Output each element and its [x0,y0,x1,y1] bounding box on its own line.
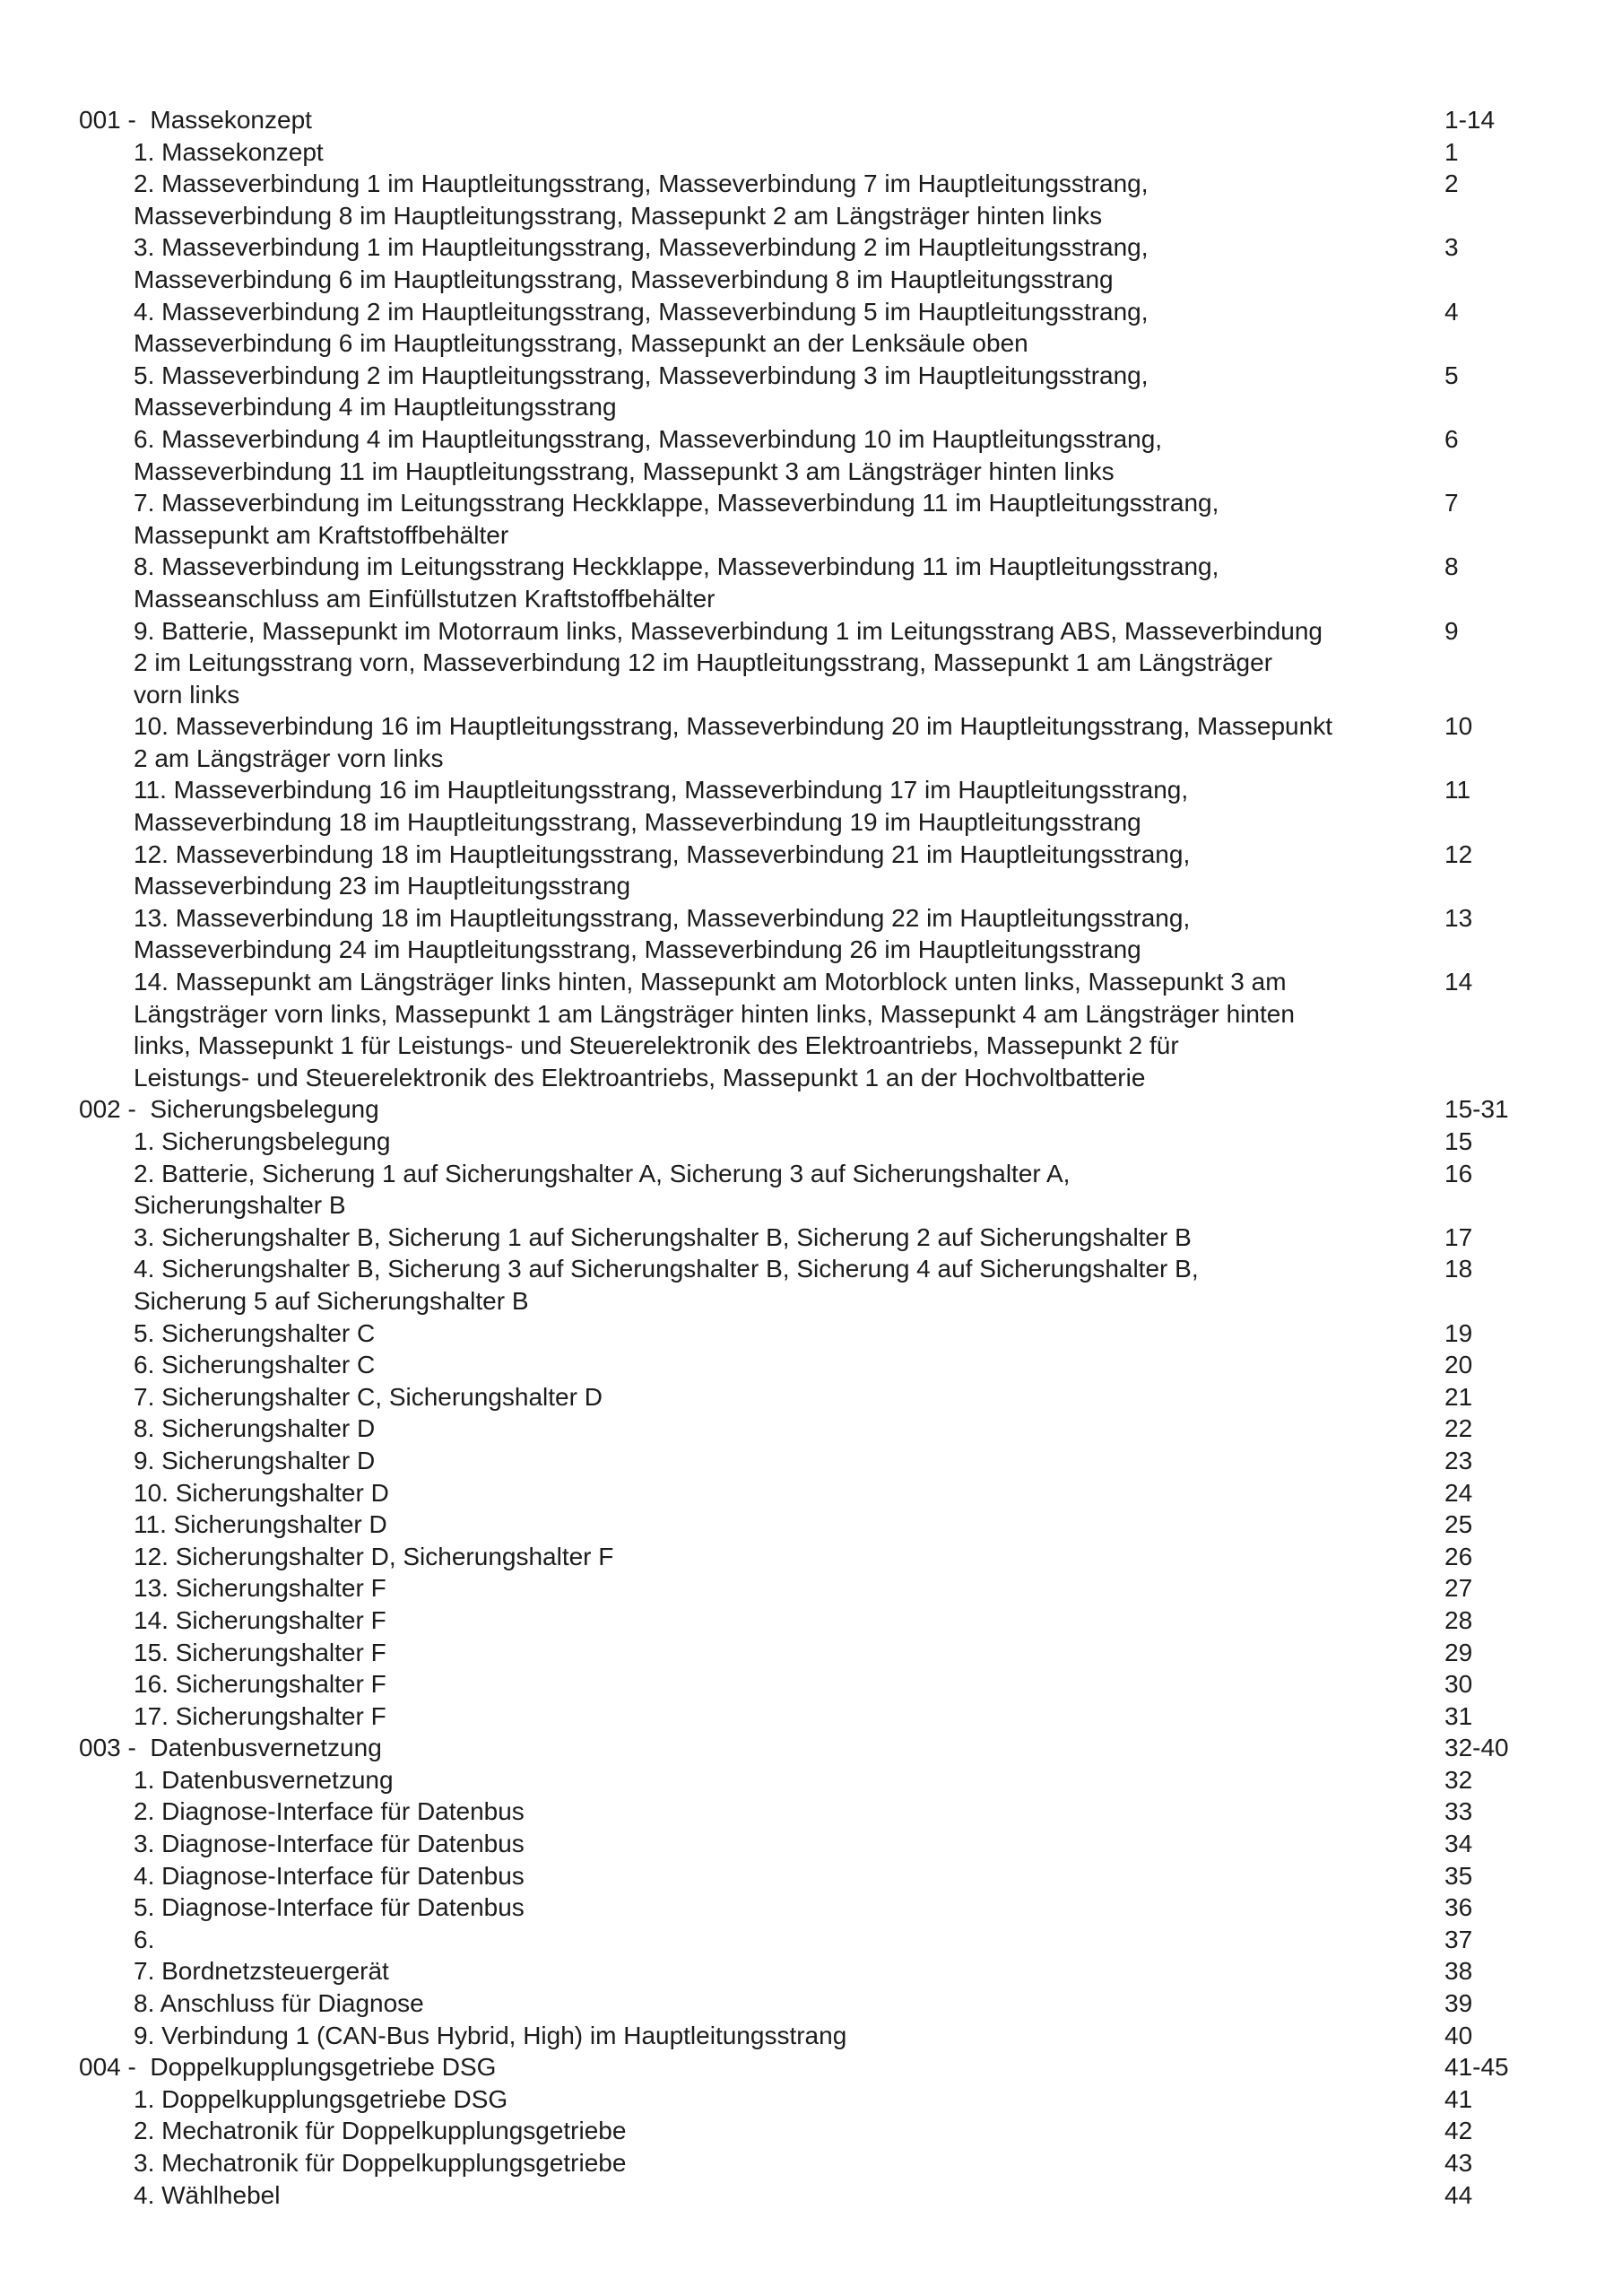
entry-text: 2. Batterie, Sicherung 1 auf Sicherungshalter A, Sicherung 3 auf Sicherungshalter A, Sicherungshalter B [134,1159,1071,1220]
toc-entry [79,966,1549,1093]
entry-text: 7. Bordnetzsteuergerät [134,1957,389,1986]
entry-text: 5. Sicherungshalter C [134,1318,376,1347]
toc-entry [79,1477,1549,1509]
entry-page-number: 8 [1444,552,1459,581]
toc-entry [79,1349,1549,1381]
entry-page-number: 30 [1444,1670,1473,1699]
section-title: 004 - Doppelkupplungsgetriebe DSG [79,2053,497,2082]
toc-entry [79,2179,1549,2212]
toc-entry [79,1445,1549,1477]
toc-entry [79,2083,1549,2116]
entry-page-number: 41 [1444,2084,1473,2113]
section-heading-row [79,104,1549,136]
entry-page-number: 19 [1444,1318,1473,1347]
toc-section-sicherungsbelegung [79,1093,1549,1732]
entry-text: 11. Masseverbindung 16 im Hauptleitungsstrang, Masseverbindung 17 im Hauptleitungsstrang, Masseverbindung 18 im Hauptleitungsstrang, Masseverbindung 19 im Hauptleitungsstrang [134,776,1189,837]
entry-page-number: 36 [1444,1893,1473,1922]
toc-entry [79,1796,1549,1828]
entry-text: 17. Sicherungshalter F [134,1701,386,1730]
entry-text: 13. Sicherungshalter F [134,1574,386,1603]
toc-entry [79,2115,1549,2147]
entry-page-number: 28 [1444,1605,1473,1634]
toc-entry [79,136,1549,169]
toc-entry [79,551,1549,614]
toc-section-doppelkupplungsgetriebe [79,2051,1549,2211]
entry-text: 7. Masseverbindung im Leitungsstrang Heckklappe, Masseverbindung 11 im Hauptleitungsstrang, Massepunkt am Kraftstoffbehälter [134,489,1219,549]
toc-section-datenbusvernetzung [79,1732,1549,2051]
entry-text: 2. Mechatronik für Doppelkupplungsgetriebe [134,2117,627,2145]
entry-text: 9. Batterie, Massepunkt im Motorraum links, Masseverbindung 1 im Leitungsstrang ABS, Masseverbindung 2 im Leitungsstrang vorn, Masseverbindung 12 im Hauptleitungsstrang, Massepunkt 1 am Längsträger vorn links [134,616,1323,709]
toc-entry [79,1222,1549,1254]
section-title: 003 - Datenbusvernetzung [79,1734,382,1762]
section-page-range: 32-40 [1444,1734,1509,1762]
entry-page-number: 9 [1444,616,1459,645]
entry-text: 8. Sicherungshalter D [134,1414,376,1443]
toc-entry [79,1860,1549,1892]
toc-entry [79,710,1549,774]
toc-entry [79,1509,1549,1541]
entry-text: 7. Sicherungshalter C, Sicherungshalter D [134,1382,603,1411]
entry-text: 1. Doppelkupplungsgetriebe DSG [134,2084,508,2113]
toc-entry [79,1924,1549,1956]
entry-text: 6. Masseverbindung 4 im Hauptleitungsstrang, Masseverbindung 10 im Hauptleitungsstrang, Masseverbindung 11 im Hauptleitungsstrang, Massepunkt 3 am Längsträger hinten links [134,424,1163,485]
toc-entry [79,1413,1549,1445]
toc-entry [79,360,1549,423]
toc-entry [79,1955,1549,1987]
entry-text: 3. Mechatronik für Doppelkupplungsgetriebe [134,2149,627,2177]
entry-text: 1. Sicherungsbelegung [134,1127,391,1155]
entry-page-number: 5 [1444,361,1459,389]
toc-entry [79,1126,1549,1158]
section-heading-row [79,1093,1549,1126]
section-page-range: 1-14 [1444,106,1496,134]
toc-entry [79,2147,1549,2179]
entry-text: 14. Massepunkt am Längsträger links hinten, Massepunkt am Motorblock unten links, Massepunkt 3 am Längsträger vorn links, Massepunkt 1 am Längsträger hinten links, Massepunkt 4 am Längsträger hinten links, Massepunkt 1 für Leistungs- und Steuerelektronik des Elektroantriebs, Massepunkt 2 für Leistungs- und Steuerelektronik des Elektroantriebs, Massepunkt 1 an der Hochvoltbatterie [134,968,1295,1091]
entry-page-number: 18 [1444,1255,1473,1283]
entry-page-number: 38 [1444,1957,1473,1986]
entry-text: 4. Wählhebel [134,2180,281,2209]
toc-entry [79,1605,1549,1637]
entry-text: 11. Sicherungshalter D [134,1510,387,1539]
toc-entry [79,902,1549,966]
entry-text: 4. Diagnose-Interface für Datenbus [134,1861,525,1890]
entry-page-number: 17 [1444,1222,1473,1251]
entry-text: 12. Sicherungshalter D, Sicherungshalter F [134,1542,614,1570]
section-heading-row [79,1732,1549,1764]
entry-text: 1. Datenbusvernetzung [134,1765,394,1794]
entry-page-number: 4 [1444,297,1459,326]
entry-page-number: 29 [1444,1638,1473,1666]
toc-entry [79,2020,1549,2052]
entry-page-number: 12 [1444,839,1473,868]
toc-entry [79,1637,1549,1669]
entry-page-number: 43 [1444,2149,1473,2177]
toc-entry [79,839,1549,902]
toc-entry [79,1541,1549,1573]
toc-entry [79,1668,1549,1700]
entry-text: 1. Massekonzept [134,137,324,166]
toc-entry [79,1828,1549,1860]
toc-entry [79,423,1549,487]
entry-page-number: 39 [1444,1989,1473,2018]
entry-text: 3. Sicherungshalter B, Sicherung 1 auf Sicherungshalter B, Sicherung 2 auf Sicherungshalter B [134,1222,1192,1251]
section-heading-row [79,2051,1549,2083]
entry-page-number: 35 [1444,1861,1473,1890]
table-of-contents [79,104,1549,2211]
toc-entry [79,1572,1549,1605]
section-title: 002 - Sicherungsbelegung [79,1095,379,1124]
entry-page-number: 34 [1444,1830,1473,1858]
toc-entry [79,1764,1549,1796]
entry-page-number: 37 [1444,1925,1473,1953]
toc-entry [79,231,1549,295]
toc-entry [79,1987,1549,2020]
entry-page-number: 32 [1444,1765,1473,1794]
entry-text: 6. [134,1925,155,1953]
toc-entry [79,1318,1549,1350]
toc-entry [79,1700,1549,1733]
entry-page-number: 14 [1444,968,1473,996]
entry-page-number: 23 [1444,1446,1473,1474]
entry-page-number: 20 [1444,1351,1473,1379]
entry-page-number: 27 [1444,1574,1473,1603]
entry-page-number: 2 [1444,170,1459,198]
entry-page-number: 22 [1444,1414,1473,1443]
entry-text: 14. Sicherungshalter F [134,1605,386,1634]
entry-page-number: 16 [1444,1159,1473,1187]
section-page-range: 15-31 [1444,1095,1509,1124]
section-title: 001 - Massekonzept [79,106,312,134]
entry-page-number: 6 [1444,424,1459,453]
entry-text: 8. Masseverbindung im Leitungsstrang Heckklappe, Masseverbindung 11 im Hauptleitungsstrang, Masseanschluss am Einfüllstutzen Kraftstoffbehälter [134,552,1219,613]
entry-page-number: 7 [1444,489,1459,517]
entry-page-number: 44 [1444,2180,1473,2209]
entry-page-number: 33 [1444,1797,1473,1826]
toc-entry [79,615,1549,711]
entry-page-number: 10 [1444,712,1473,741]
entry-text: 3. Diagnose-Interface für Datenbus [134,1830,525,1858]
entry-page-number: 26 [1444,1542,1473,1570]
entry-page-number: 40 [1444,2021,1473,2049]
entry-text: 2. Diagnose-Interface für Datenbus [134,1797,525,1826]
toc-entry [79,774,1549,838]
entry-page-number: 21 [1444,1382,1473,1411]
toc-entry [79,1381,1549,1413]
toc-entry [79,487,1549,551]
toc-entry [79,1253,1549,1317]
entry-text: 5. Diagnose-Interface für Datenbus [134,1893,525,1922]
entry-text: 13. Masseverbindung 18 im Hauptleitungsstrang, Masseverbindung 22 im Hauptleitungsstrang, Masseverbindung 24 im Hauptleitungsstrang, Masseverbindung 26 im Hauptleitungsstrang [134,903,1191,964]
entry-text: 10. Masseverbindung 16 im Hauptleitungsstrang, Masseverbindung 20 im Hauptleitungsstrang, Massepunkt 2 am Längsträger vorn links [134,712,1332,772]
toc-entry [79,1892,1549,1924]
toc-entry [79,168,1549,231]
entry-text: 6. Sicherungshalter C [134,1351,376,1379]
toc-entry [79,1158,1549,1222]
entry-page-number: 42 [1444,2117,1473,2145]
entry-page-number: 11 [1444,776,1471,804]
toc-section-massekonzept [79,104,1549,1093]
entry-text: 2. Masseverbindung 1 im Hauptleitungsstrang, Masseverbindung 7 im Hauptleitungsstrang, Masseverbindung 8 im Hauptleitungsstrang, Massepunkt 2 am Längsträger hinten links [134,170,1149,230]
entry-text: 9. Sicherungshalter D [134,1446,376,1474]
entry-text: 16. Sicherungshalter F [134,1670,386,1699]
entry-page-number: 1 [1444,137,1459,166]
entry-text: 4. Sicherungshalter B, Sicherung 3 auf Sicherungshalter B, Sicherung 4 auf Sicherungshalter B, Sicherung 5 auf Sicherungshalter B [134,1255,1199,1315]
entry-page-number: 15 [1444,1127,1473,1155]
entry-text: 15. Sicherungshalter F [134,1638,386,1666]
entry-text: 8. Anschluss für Diagnose [134,1989,424,2018]
entry-text: 4. Masseverbindung 2 im Hauptleitungsstrang, Masseverbindung 5 im Hauptleitungsstrang, Masseverbindung 6 im Hauptleitungsstrang, Massepunkt an der Lenksäule oben [134,297,1149,358]
entry-page-number: 31 [1444,1701,1473,1730]
entry-text: 9. Verbindung 1 (CAN-Bus Hybrid, High) im Hauptleitungsstrang [134,2021,847,2049]
toc-entry [79,296,1549,360]
entry-page-number: 24 [1444,1478,1473,1507]
entry-page-number: 3 [1444,233,1459,262]
entry-text: 3. Masseverbindung 1 im Hauptleitungsstrang, Masseverbindung 2 im Hauptleitungsstrang, Masseverbindung 6 im Hauptleitungsstrang, Masseverbindung 8 im Hauptleitungsstrang [134,233,1149,293]
entry-page-number: 25 [1444,1510,1473,1539]
section-page-range: 41-45 [1444,2053,1509,2082]
entry-text: 5. Masseverbindung 2 im Hauptleitungsstrang, Masseverbindung 3 im Hauptleitungsstrang, Masseverbindung 4 im Hauptleitungsstrang [134,361,1149,422]
entry-text: 12. Masseverbindung 18 im Hauptleitungsstrang, Masseverbindung 21 im Hauptleitungsstrang, Masseverbindung 23 im Hauptleitungsstrang [134,839,1191,900]
entry-page-number: 13 [1444,903,1473,932]
entry-text: 10. Sicherungshalter D [134,1478,389,1507]
